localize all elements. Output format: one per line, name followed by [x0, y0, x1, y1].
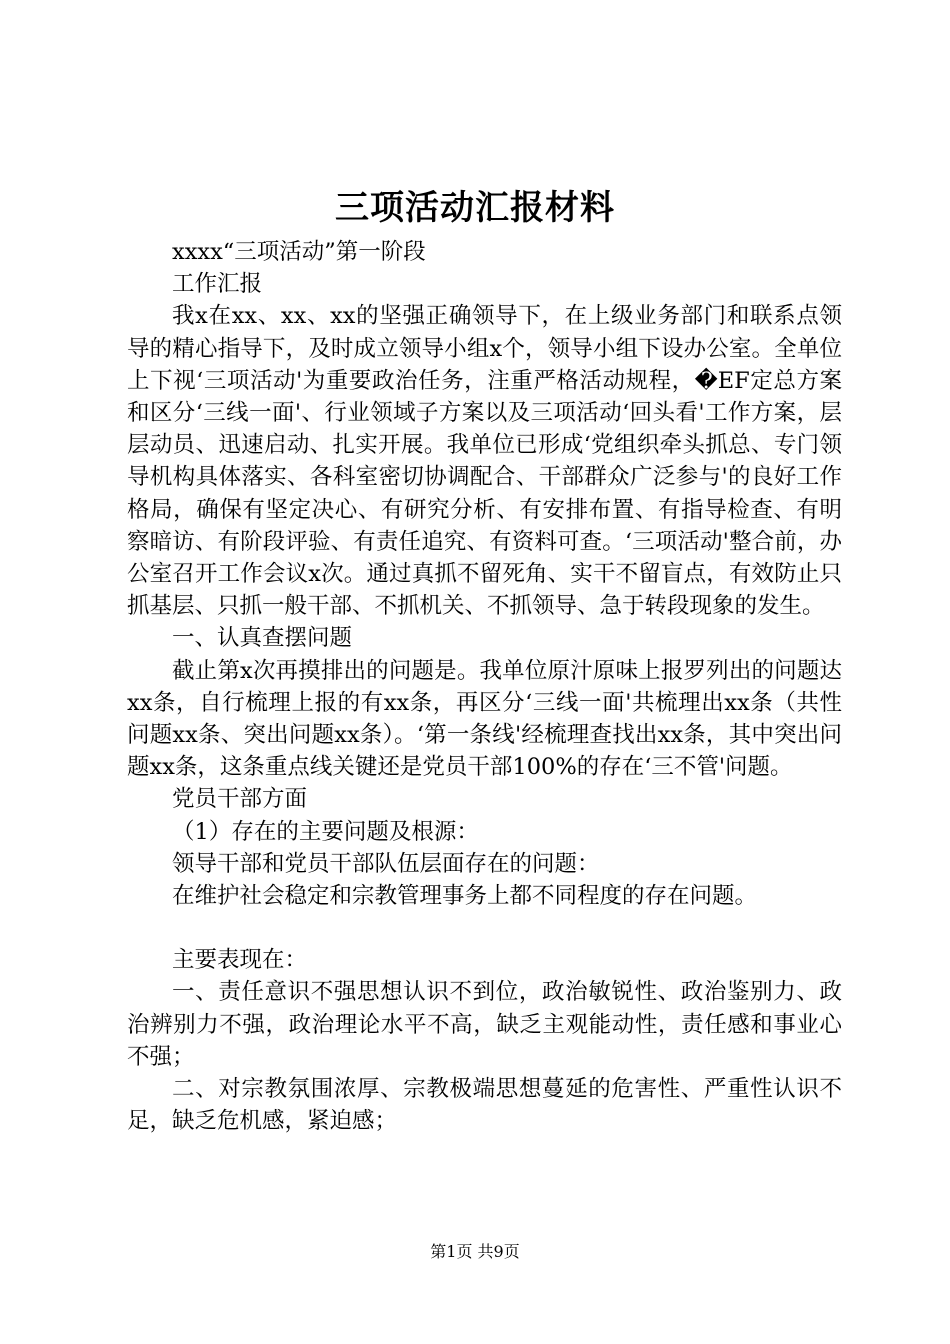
subheading-main-problems: （1）存在的主要问题及根源：: [172, 818, 479, 845]
list-item-2: 二、对宗教氛围浓厚、宗教极端思想蔓延的危害性、严重性认识不足，缺乏危机感，紧迫感；: [127, 1076, 842, 1135]
paragraph-subtitle-line2: 工作汇报: [172, 271, 263, 298]
paragraph-problem-count: 截止第x次再摸排出的问题是。我单位原汁原味上报罗列出的问题达xx条，自行梳理上报的有xx条，再区分‘三线一面'共梳理出xx条（共性问题xx条、突出问题xx条）。‘第一条线'经梳理查找出xx条，其中突出问题xx条，这条重点线关键还是党员干部100%的存在‘三不管'问题。: [127, 657, 842, 781]
subheading-party-cadres: 党员干部方面: [172, 786, 308, 813]
paragraph-leadership-problems: 领导干部和党员干部队伍层面存在的问题：: [172, 850, 600, 877]
page-number: 第1页 共9页: [430, 1242, 520, 1261]
document-title: 三项活动汇报材料: [335, 188, 615, 228]
document-body: [127, 236, 842, 1137]
paragraph-overview: 我x在xx、xx、xx的坚强正确领导下，在上级业务部门和联系点领导的精心指导下，及时成立领导小组x个，领导小组下设办公室。全单位上下视‘三项活动'为重要政治任务，注重严格活动规程，�EF定总方案和区分‘三线一面'、行业领域子方案以及三项活动‘回头看'工作方案，层层动员、迅速启动、扎实开展。我单位已形成‘党组织牵头抓总、专门领导机构具体落实、各科室密切协调配合、干部群众广泛参与'的良好工作格局，确保有坚定决心、有研究分析、有安排布置、有指导检查、有明察暗访、有阶段评验、有责任追究、有资料可查。‘三项活动'整合前，办公室召开工作会议x次。通过真抓不留死角、实干不留盲点，有效防止只抓基层、只抓一般干部、不抓机关、不抓领导、急于转段现象的发生。: [127, 303, 842, 620]
paragraph-stability-problems: 在维护社会稳定和宗教管理事务上都不同程度的存在问题。: [172, 883, 758, 910]
list-item-1: 一、责任意识不强思想认识不到位，政治敏锐性、政治鉴别力、政治辨别力不强，政治理论水平不高，缺乏主观能动性，责任感和事业心不强；: [127, 979, 842, 1070]
paragraph-subtitle-line1: xxxx“三项活动”第一阶段: [172, 239, 426, 265]
section-heading-1: 一、认真查摆问题: [172, 625, 353, 652]
subheading-main-manifestations: 主要表现在：: [172, 947, 308, 974]
